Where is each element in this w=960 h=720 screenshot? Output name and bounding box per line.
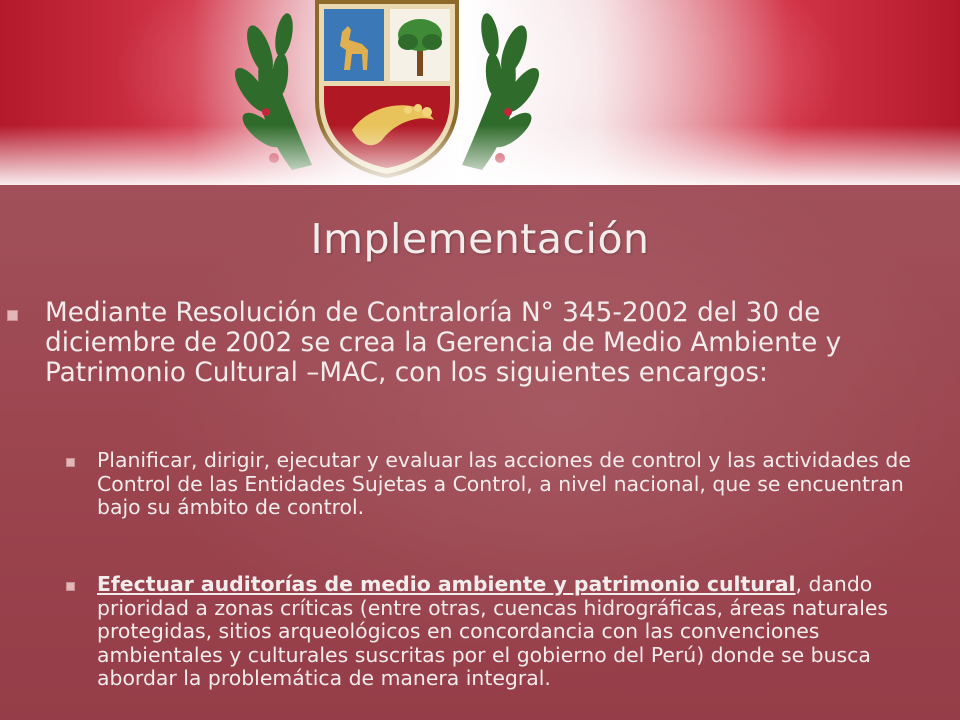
sub-bullet-2 xyxy=(97,573,927,691)
main-bullet-text: Mediante Resolución de Contraloría N° 345-2002 del 30 de diciembre de 2002 se crea la Gerencia de Medio Ambiente y Patrimonio Cultural –MAC, con los siguientes encargos: xyxy=(45,298,842,388)
header-banner xyxy=(0,0,960,185)
sub-bullet-2-highlight: Efectuar auditorías de medio ambiente y patrimonio cultural xyxy=(97,572,796,596)
bullet-square-icon xyxy=(66,458,75,467)
slide-content xyxy=(0,185,960,720)
slide-title: Implementación xyxy=(310,215,650,263)
sub-bullet-2-text: , dando prioridad a zonas críticas (entre otras, cuencas hidrográficas, áreas naturales protegidas, sitios arqueológicos en concordancia con las convenciones ambientales y culturales suscritas por el gobierno del Perú) donde se busca abordar la problemática de manera integral. xyxy=(97,572,889,690)
banner-fade xyxy=(0,125,960,185)
sub-bullet-1-text: Planificar, dirigir, ejecutar y evaluar las acciones de control y las actividades de Control de las Entidades Sujetas a Control, a nivel nacional, que se encuentran bajo su ámbito de control. xyxy=(97,448,911,519)
bullet-square-icon xyxy=(7,310,18,321)
bullet-square-icon xyxy=(66,582,75,591)
